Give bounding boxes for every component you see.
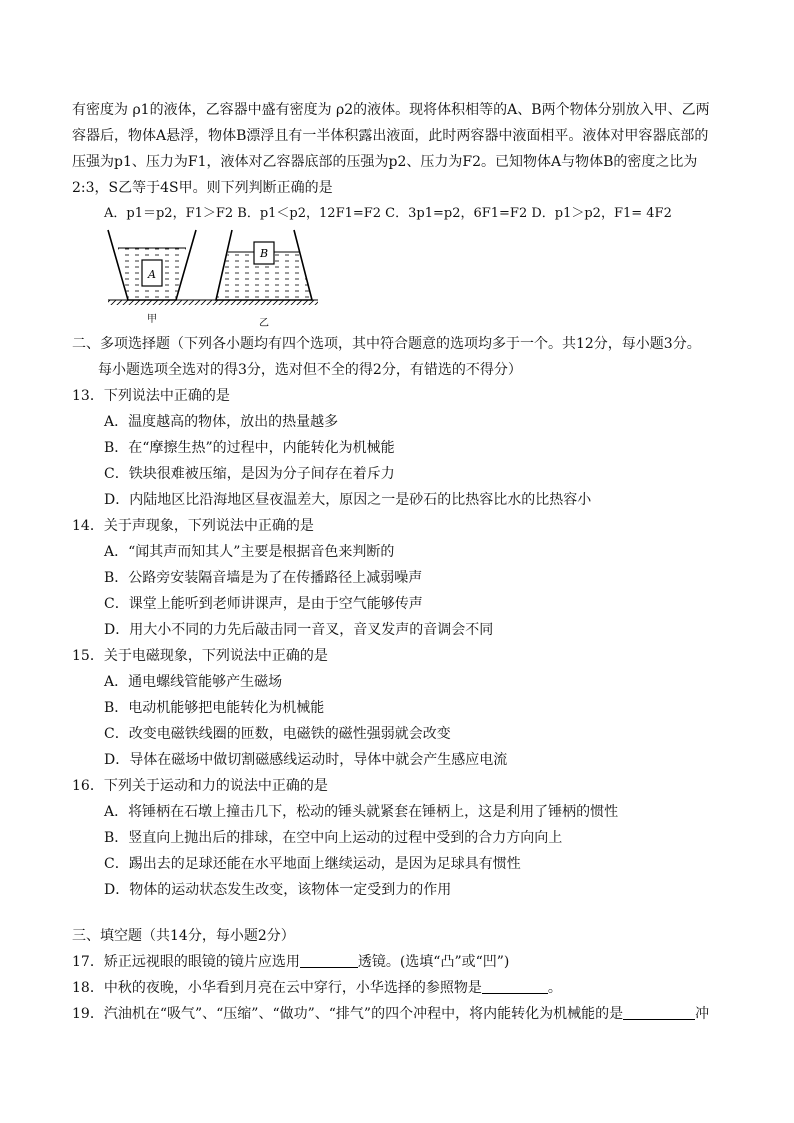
q16-stem: 16．下列关于运动和力的说法中正确的是 <box>72 778 328 794</box>
q13-option-c: C．铁块很难被压缩，是因为分子间存在着斥力 <box>104 466 395 482</box>
q12-options: A．p1＝p2，F1＞F2 B．p1＜p2，12F1=F2 C．3p1=p2，6F1=F2 D．p1＞p2，F1= 4F2 <box>104 206 672 221</box>
q18-text-before: 18．中秋的夜晚，小华看到月亮在云中穿行，小华选择的参照物是 <box>72 980 482 996</box>
caption-yi: 乙 <box>259 318 269 328</box>
intro-line-2: 容器后，物体A悬浮，物体B漂浮且有一半体积露出液面，此时两容器中液面相平。液体对甲容器底部的 <box>72 128 709 144</box>
q17-answer-blank[interactable] <box>300 953 358 968</box>
q14-option-c: C．课堂上能听到老师讲课声，是由于空气能够传声 <box>104 596 423 612</box>
q18-answer-blank[interactable] <box>482 979 548 994</box>
q18-text-after: 。 <box>547 980 562 996</box>
q17 <box>72 952 509 972</box>
q19-text-after: 冲 <box>695 1006 710 1022</box>
q19-answer-blank[interactable] <box>623 1005 695 1020</box>
q15-option-d: D．导体在磁场中做切割磁感线运动时，导体中就会产生感应电流 <box>104 752 508 768</box>
q16-option-c: C．踢出去的足球还能在水平地面上继续运动，是因为足球具有惯性 <box>104 856 521 872</box>
q18 <box>72 978 562 998</box>
q13-option-b: B．在“摩擦生热”的过程中，内能转化为机械能 <box>104 440 395 456</box>
q15-option-b: B．电动机能够把电能转化为机械能 <box>104 700 325 716</box>
q16-option-b: B．竖直向上抛出后的排球，在空中向上运动的过程中受到的合力方向向上 <box>104 830 563 846</box>
q16-option-a: A．将锤柄在石墩上撞击几下，松动的锤头就紧套在锤柄上，这是利用了锤柄的惯性 <box>104 804 619 820</box>
q17-text-before: 17．矫正远视眼的眼镜的镜片应选用 <box>72 954 300 970</box>
label-a: A <box>148 268 156 281</box>
intro-line-3: 压强为p1、压力为F1，液体对乙容器底部的压强为p2、压力为F2。已知物体A与物体B的密度之比为 <box>72 154 698 170</box>
q14-option-d: D．用大小不同的力先后敲击同一音叉，音叉发声的音调会不同 <box>104 622 494 638</box>
caption-jia: 甲 <box>147 314 157 325</box>
intro-line-1: 有密度为 ρ1的液体，乙容器中盛有密度为 ρ2的液体。现将体积相等的A、B两个物体分别放入甲、乙两 <box>72 102 710 118</box>
section2-title-line-2: 每小题选项全选对的得3分，选对但不全的得2分，有错选的不得分） <box>98 362 522 378</box>
intro-line-4: 2:3，S乙等于4S甲。则下列判断正确的是 <box>72 180 333 196</box>
containers-figure <box>104 228 324 328</box>
q13-option-d: D．内陆地区比沿海地区昼夜温差大，原因之一是砂石的比热容比水的比热容小 <box>104 492 592 508</box>
q14-option-a: A．“闻其声而知其人”主要是根据音色来判断的 <box>104 544 395 560</box>
container-yi <box>216 230 312 300</box>
section3-title: 三、填空题（共14分，每小题2分） <box>72 928 295 944</box>
q19-text-before: 19．汽油机在“吸气”、“压缩”、“做功”、“排气”的四个冲程中，将内能转化为机械能的是 <box>72 1006 624 1022</box>
label-b: B <box>259 247 269 260</box>
q13-option-a: A．温度越高的物体，放出的热量越多 <box>104 414 339 430</box>
q15-stem: 15．关于电磁现象，下列说法中正确的是 <box>72 648 328 664</box>
q16-option-d: D．物体的运动状态发生改变，该物体一定受到力的作用 <box>104 882 452 898</box>
q15-option-c: C．改变电磁铁线圈的匝数，电磁铁的磁性强弱就会改变 <box>104 726 451 742</box>
q13-stem: 13．下列说法中正确的是 <box>72 388 230 404</box>
q14-option-b: B．公路旁安装隔音墙是为了在传播路径上减弱噪声 <box>104 570 423 586</box>
q17-text-after: 透镜。(选填“凸”或“凹”) <box>357 954 510 970</box>
container-jia <box>108 230 196 300</box>
section2-title-line-1: 二、多项选择题（下列各小题均有四个选项，其中符合题意的选项均多于一个。共12分，每小题3分。 <box>72 336 701 352</box>
q19 <box>72 1004 709 1024</box>
q15-option-a: A．通电螺线管能够产生磁场 <box>104 674 283 690</box>
q14-stem: 14．关于声现象，下列说法中正确的是 <box>72 518 314 534</box>
